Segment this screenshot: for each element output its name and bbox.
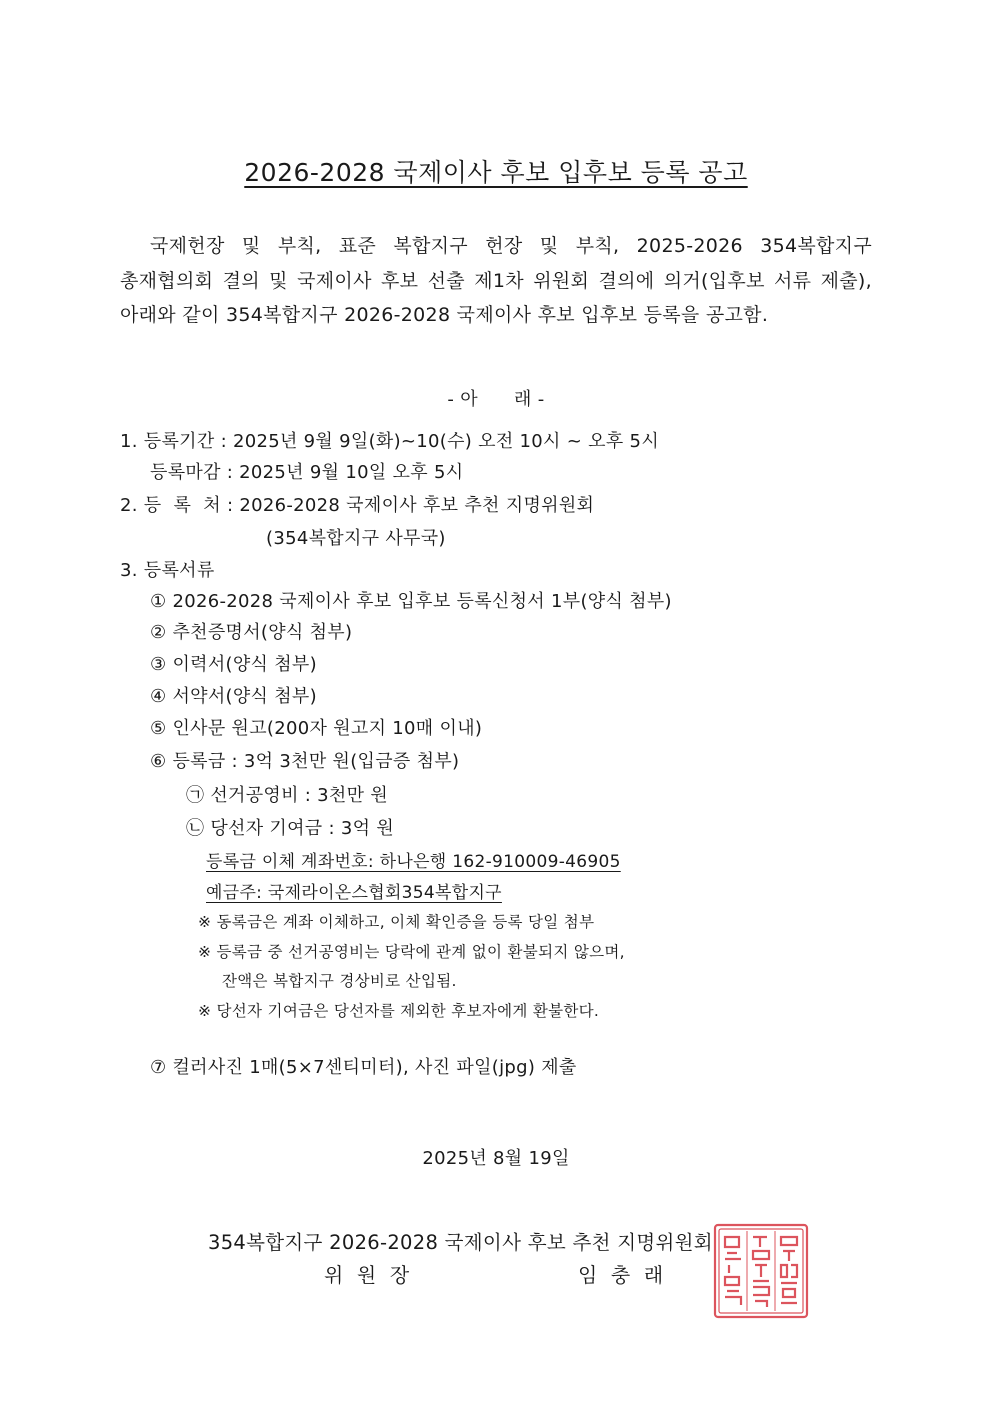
account-number: 등록금 이체 계좌번호: 하나은행 162-910009-46905	[206, 852, 621, 872]
account-holder: 예금주: 국제라이온스협회354복합지구	[206, 883, 502, 903]
page-title-text: 2026-2028 국제이사 후보 입후보 등록 공고	[244, 158, 748, 187]
chair-title: 위 원 장	[324, 1263, 410, 1287]
fee-contribution: ㉡ 당선자 기여금 : 3억 원	[186, 818, 395, 839]
item-period: 1. 등록기간 : 2025년 9월 9일(화)~10(수) 오전 10시 ~ 오후 5시	[120, 431, 660, 452]
doc-item-6: ⑥ 등록금 : 3억 3천만 원(입금증 첨부)	[150, 751, 460, 772]
intro-paragraph: 국제헌장 및 부칙, 표준 복합지구 헌장 및 부칙, 2025-2026 354복합지구 총재협의회 결의 및 국제이사 후보 선출 제1차 위원회 결의에 의거(입후보 서류 제출), 아래와 같이 354복합지구 2026-2028 국제이사 후보 입후보 등록을 공고함.	[120, 235, 872, 326]
doc-item-4: ④ 서약서(양식 첨부)	[150, 686, 317, 707]
doc-item-5: ⑤ 인사문 원고(200자 원고지 10매 이내)	[150, 718, 483, 739]
note-1: ※ 동록금은 계좌 이체하고, 이체 확인증을 등록 당일 첨부	[198, 913, 595, 931]
doc-item-1: ① 2026-2028 국제이사 후보 입후보 등록신청서 1부(양식 첨부)	[150, 591, 672, 612]
notice-heading: - 아 래 -	[447, 389, 545, 410]
note-2-continued: 잔액은 복합지구 경상비로 산입됨.	[222, 972, 457, 990]
page-title	[0, 153, 992, 189]
doc-item-7: ⑦ 컬러사진 1매(5×7센티미터), 사진 파일(jpg) 제출	[150, 1057, 577, 1078]
item-place: 2. 등 록 처 : 2026-2028 국제이사 후보 추천 지명위원회	[120, 495, 595, 516]
fee-campaign: ㉠ 선거공영비 : 3천만 원	[186, 785, 389, 806]
item-deadline: 등록마감 : 2025년 9월 10일 오후 5시	[150, 462, 464, 483]
item-place-sub: (354복합지구 사무국)	[266, 528, 446, 549]
note-3: ※ 당선자 기여금은 당선자를 제외한 후보자에게 환불한다.	[198, 1002, 600, 1020]
chair-name: 임 충 래	[578, 1263, 664, 1287]
doc-item-2: ② 추천증명서(양식 첨부)	[150, 622, 353, 643]
note-2: ※ 등록금 중 선거공영비는 당락에 관계 없이 환불되지 않으며,	[198, 943, 625, 961]
docs-heading: 3. 등록서류	[120, 560, 215, 581]
committee-name: 354복합지구 2026-2028 국제이사 후보 추천 지명위원회	[208, 1231, 713, 1254]
doc-item-3: ③ 이력서(양식 첨부)	[150, 654, 317, 675]
official-seal-stamp	[713, 1223, 809, 1319]
document-date: 2025년 8월 19일	[422, 1148, 570, 1169]
